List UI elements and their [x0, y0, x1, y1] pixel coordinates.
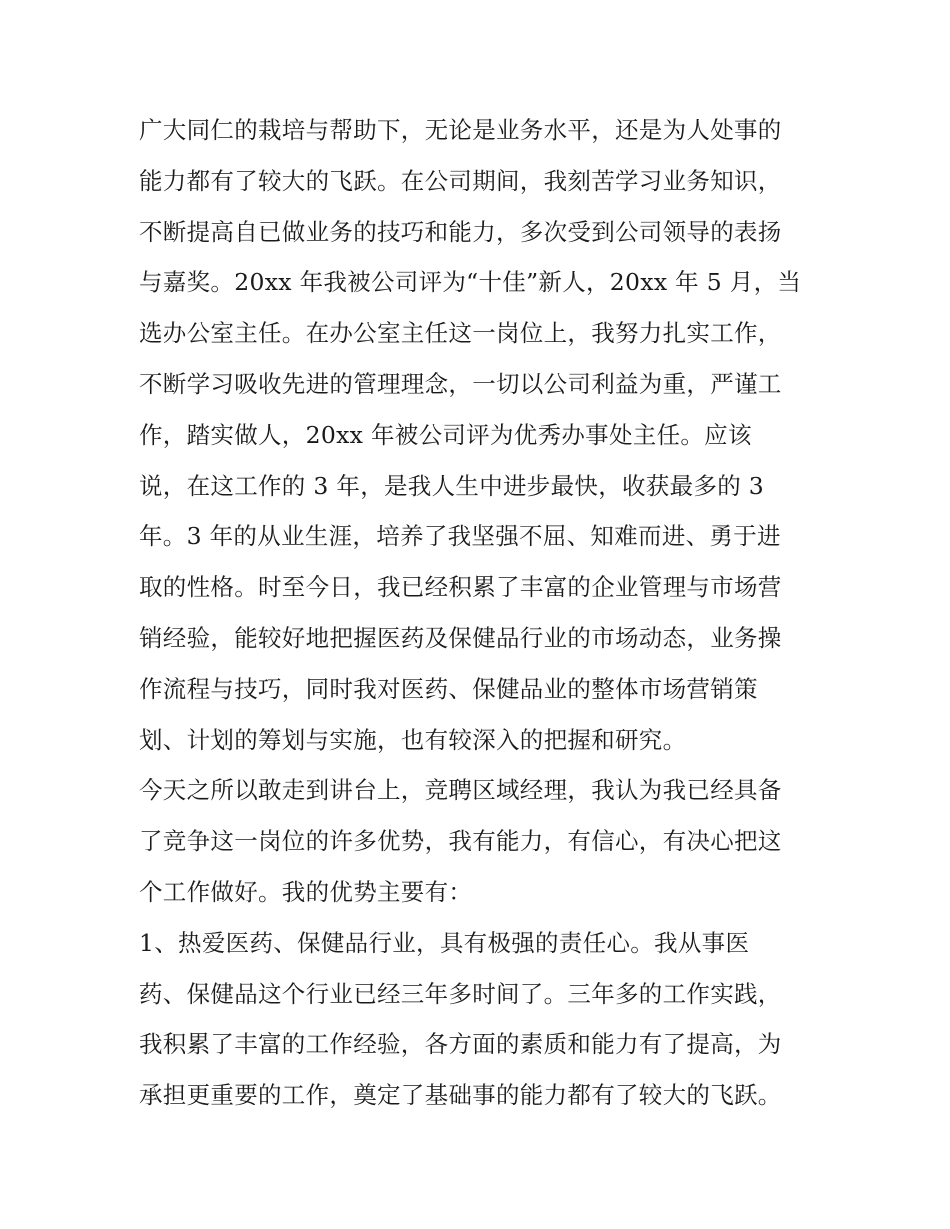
- text-line: 取的性格。时至今日，我已经积累了丰富的企业管理与市场营: [139, 573, 782, 602]
- text-line: 划、计划的筹划与实施，也有较深入的把握和研究。: [139, 725, 687, 754]
- text-line: 我积累了丰富的工作经验，各方面的素质和能力有了提高，为: [139, 1030, 782, 1059]
- text-line: 销经验，能较好地把握医药及保健品行业的市场动态，业务操: [139, 623, 782, 652]
- document-body: [139, 105, 819, 1121]
- text-line: 能力都有了较大的飞跃。在公司期间，我刻苦学习业务知识，: [139, 166, 782, 195]
- text-line: 广大同仁的栽培与帮助下，无论是业务水平，还是为人处事的: [139, 116, 782, 144]
- text-line: 说，在这工作的 3 年，是我人生中进步最快，收获最多的 3: [139, 471, 765, 500]
- text-line: 作流程与技巧，同时我对医药、保健品业的整体市场营销策: [139, 674, 758, 703]
- text-line: 药、保健品这个行业已经三年多时间了。三年多的工作实践，: [139, 979, 782, 1008]
- list-item-line: 1、热爱医药、保健品行业，具有极强的责任心。我从事医: [139, 928, 750, 957]
- text-line: 承担更重要的工作，奠定了基础事的能力都有了较大的飞跃。: [139, 1081, 782, 1110]
- paragraph-start-line: 今天之所以敢走到讲台上，竞聘区域经理，我认为我已经具备: [139, 776, 782, 805]
- text-line: 年。3 年的从业生涯，培养了我坚强不屈、知难而进、勇于进: [139, 522, 781, 551]
- text-line: 不断提高自已做业务的技巧和能力，多次受到公司领导的表扬: [139, 217, 782, 246]
- text-line: 作，踏实做人，20xx 年被公司评为优秀办事处主任。应该: [139, 420, 752, 449]
- text-line: 了竞争这一岗位的许多优势，我有能力，有信心，有决心把这: [139, 827, 782, 856]
- text-line: 与嘉奖。20xx 年我被公司评为“十佳”新人，20xx 年 5 月，当: [139, 268, 802, 297]
- text-line: 个工作做好。我的优势主要有：: [139, 877, 473, 906]
- text-line: 选办公室主任。在办公室主任这一岗位上，我努力扎实工作，: [139, 319, 782, 348]
- text-line: 不断学习吸收先进的管理理念，一切以公司利益为重，严谨工: [139, 369, 782, 398]
